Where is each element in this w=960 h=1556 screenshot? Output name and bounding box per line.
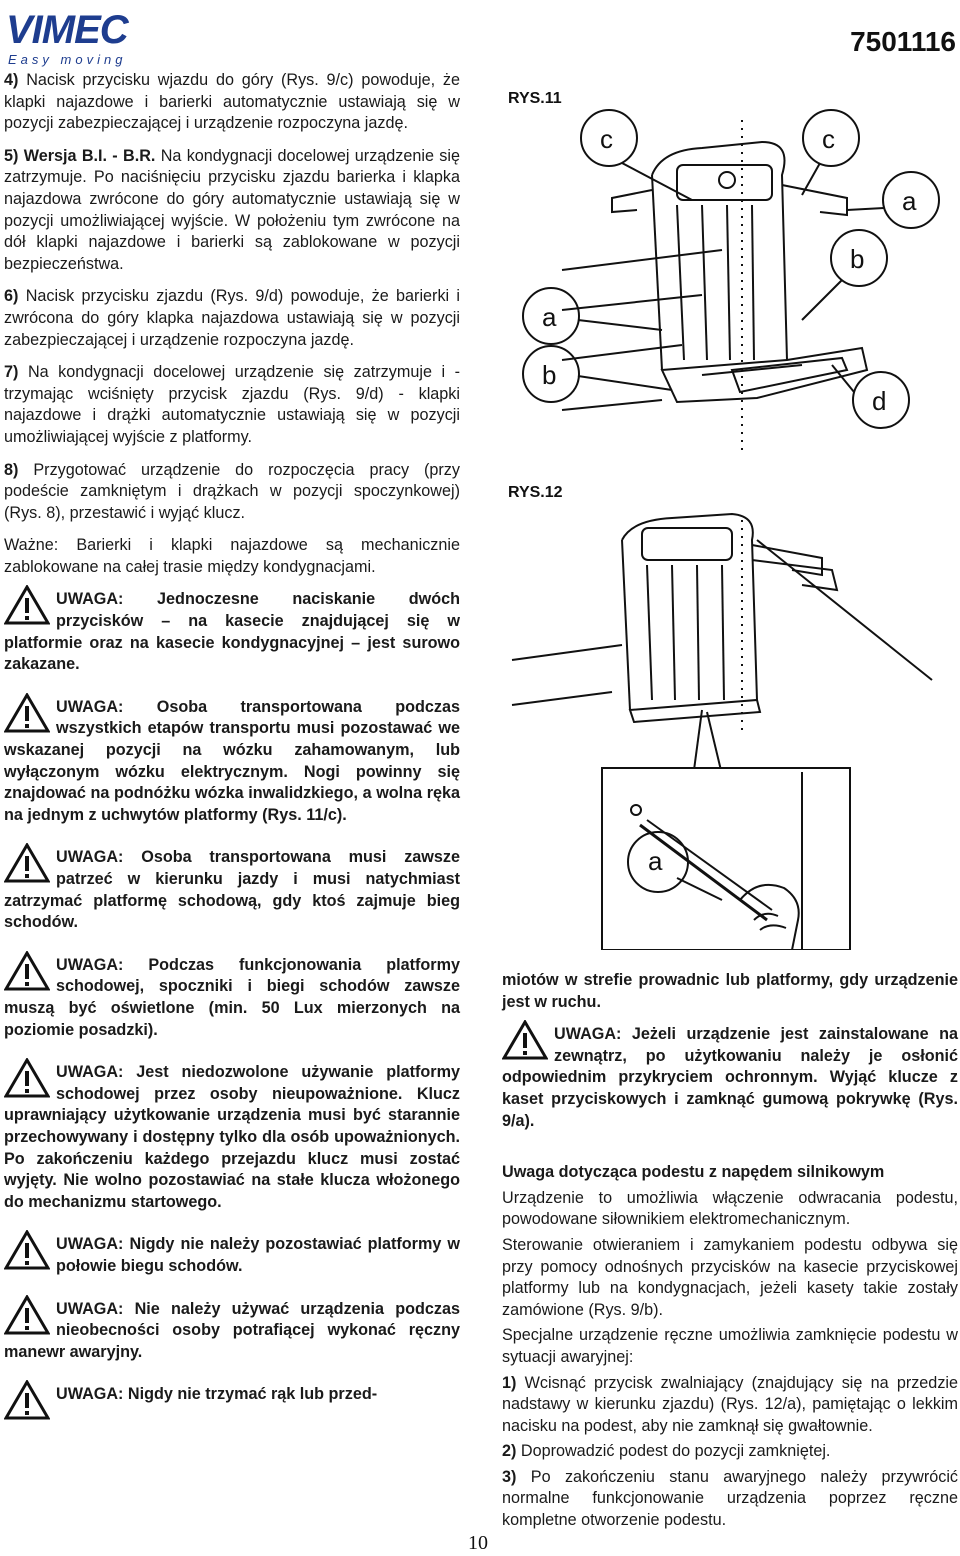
logo-tagline: Easy moving [8, 52, 127, 67]
warning-triangle-icon [4, 693, 50, 733]
warning-block [4, 955, 460, 1041]
warning-block [4, 1384, 460, 1406]
warning-block [4, 1299, 460, 1364]
callout-label: a [648, 846, 663, 876]
left-column [4, 70, 460, 1427]
callout-label: c [822, 124, 835, 154]
paragraph-8: 8) Przygotować urządzenie do rozpoczęcia pracy (przy podeście zamkniętym i drążkach w pozycji spoczynkowej) (Rys. 8), przestawić i wyjąć klucz. [4, 460, 460, 522]
warning-triangle-icon [4, 1295, 50, 1335]
document-number: 7501116 [850, 26, 956, 57]
warning-block [4, 697, 460, 827]
warning-triangle-icon [4, 1380, 50, 1420]
paragraph-4: 4) Nacisk przycisku wjazdu do góry (Rys. 9/c) powoduje, że klapki najazdowe i barierki automatycznie ustawiają się w pozycji zabezpieczającej i urządzenie rozpoczyna jazdę. [4, 71, 460, 133]
warning-text: UWAGA: Nigdy nie należy pozostawiać platformy w połowie biegu schodów. [56, 1235, 460, 1275]
warning-block [4, 589, 460, 675]
callout-circles [502, 80, 958, 478]
warning-triangle-icon [4, 843, 50, 883]
warning-text: UWAGA: Nie należy używać urządzenia podczas nieobecności osoby potrafiącej wykonać ręczny manewr awaryjny. [4, 1299, 460, 1361]
callout-label: a [542, 302, 557, 332]
right-column [502, 970, 958, 1536]
warning-text: UWAGA: Jest niedozwolone używanie platformy schodowej przez osoby nieupoważnione. Klucz uprawniający użytkowanie urządzenia musi być starannie przechowywany i dostępny tylko dla osób upoważnionych. Po zakończeniu każdego przejazdu klucz musi zostać wyjęty. Nie wolno pozostawiać na stałe klucza włożonego do mechanizmu startowego. [4, 1063, 460, 1211]
paragraph-7: 7) Na kondygnacji docelowej urządzenie się zatrzymuje i - trzymając wciśnięty przycisk zjazdu (Rys. 9/d) - klapki najazdowe i drążki automatycznie ustawiają się w pozycji umożliwiającej wyjście z platformy. [4, 363, 460, 446]
warning-triangle-icon [4, 585, 50, 625]
step-2: 2) Doprowadzić podest do pozycji zamkniętej. [502, 1442, 831, 1461]
warning-triangle-icon [4, 951, 50, 991]
paragraph-5: 5) Wersja B.I. - B.R. Na kondygnacji docelowej urządzenie się zatrzymuje. Po naciśnięciu przycisku zjazdu barierka i klapka najazdowa zwrócone do góry automatycznie ustawiają się w pozycji umożliwiającej wyjście. W położeniu tym zwrócone na dół klapki najazdowe i barierki są zablokowane w pozycji bezpieczeństwa. [4, 146, 460, 273]
figure-rys12 [502, 480, 958, 950]
callout-label: c [600, 124, 613, 154]
section-title: Uwaga dotycząca podestu z napędem silnikowym [502, 1163, 885, 1182]
warning-triangle-icon [4, 1058, 50, 1098]
warning-triangle-icon [502, 1020, 548, 1060]
warning-continuation: miotów w strefie prowadnic lub platformy, gdy urządzenie jest w ruchu. [502, 971, 958, 1011]
warning-text: UWAGA: Jeżeli urządzenie jest zainstalowane na zewnątrz, po użytkowaniu należy je osłonić odpowiednim przykryciem ochronnym. Wyjąć klucze z kaset przyciskowych i zamknąć gumową pokrywkę (Rys. 9/a). [502, 1025, 958, 1130]
callout-label: b [850, 244, 865, 274]
section-paragraph: Sterowanie otwieraniem i zamykaniem podestu odbywa się przy pomocy odnośnych przycisków na kasecie przyciskowej platformy lub na kondygnacjach, jeżeli kasety takie zostały zamówione (Rys. 9/b). [502, 1235, 958, 1319]
callout-label: b [542, 360, 557, 390]
figure-rys11 [502, 80, 958, 478]
figure-title: RYS.11 [508, 90, 562, 107]
warning-text: UWAGA: Osoba transportowana podczas wszystkich etapów transportu musi pozostawać we wskazanej pozycji na wózku zahamowanym, lub wyłączonym wózku elektrycznym. Nogi powinny się znajdować na podnóżku wózka inwalidzkiego, a wolna ręka na jednym z uchwytów platformy (Rys. 11/c). [4, 697, 460, 824]
vimec-logo [6, 8, 166, 72]
callout-label: a [902, 186, 917, 216]
section-paragraph: Specjalne urządzenie ręczne umożliwia zamknięcie podestu w sytuacji awaryjnej: [502, 1326, 958, 1366]
warning-block [502, 1024, 958, 1132]
warning-text: UWAGA: Podczas funkcjonowania platformy schodowej, spoczniki i biegi schodów zawsze muszą być oświetlone (min. 50 Lux mierzonych na poziomie posadzki). [4, 955, 460, 1039]
page-number: 10 [468, 1532, 488, 1554]
warning-triangle-icon [4, 1230, 50, 1270]
important-note: Ważne: Barierki i klapki najazdowe są mechanicznie zablokowane na całej trasie między kondygnacjami. [4, 536, 460, 576]
warning-text: UWAGA: Nigdy nie trzymać rąk lub przed- [56, 1385, 378, 1404]
detail-inset [502, 480, 958, 950]
warning-block [4, 1062, 460, 1213]
step-1: 1) Wcisnąć przycisk zwalniający (znajdujący się na przedzie nadstawy w kierunku zjazdu) (Rys. 12/a), pamiętając o lekkim nacisku na podest, aby nie zamknął się gwałtownie. [502, 1373, 959, 1435]
warning-text: UWAGA: Osoba transportowana musi zawsze patrzeć w kierunku jazdy i musi natychmiast zatrzymać platformę schodową, gdy ktoś zajmuje bieg schodów. [4, 848, 460, 932]
section-paragraph: Urządzenie to umożliwia włączenie odwracania podestu, powodowane siłownikiem elektromechanicznym. [502, 1188, 958, 1229]
step-3: 3) Po zakończeniu stanu awaryjnego należy przywrócić normalne funkcjonowanie urządzenia poprzez ręczne kompletne otworzenie podestu. [502, 1467, 959, 1530]
paragraph-6: 6) Nacisk przycisku zjazdu (Rys. 9/d) powoduje, że barierki i zwrócona do góry klapka najazdowa ustawiają się w pozycji zabezpieczającej i urządzenie rozpoczyna jazdę. [4, 287, 461, 349]
callout-label: d [872, 386, 887, 416]
warning-text: UWAGA: Jednoczesne naciskanie dwóch przycisków – na kasecie znajdującej się w platformie oraz na kasecie kondygnacyjnej – jest surowo zakazane. [4, 590, 460, 674]
warning-block [4, 847, 460, 933]
figure-title: RYS.12 [508, 484, 563, 501]
logo-name: VIMEC [6, 8, 128, 52]
warning-block [4, 1234, 460, 1277]
